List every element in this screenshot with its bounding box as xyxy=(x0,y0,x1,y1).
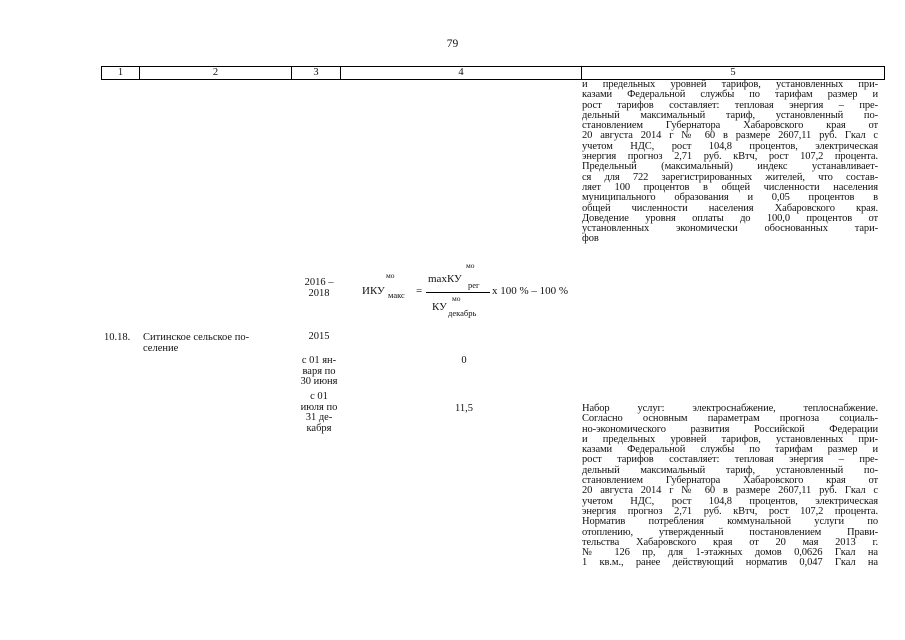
period-line: с 01 xyxy=(310,391,328,402)
period-first-half xyxy=(289,356,349,388)
text-line: дельный максимальный тариф, установленный по- xyxy=(582,464,878,476)
period-line: кабря xyxy=(306,422,332,434)
text-line: но-экономического развития Российской Федерации xyxy=(582,423,878,435)
table-header-row xyxy=(101,66,885,80)
text-line: учетом НДС, рост 104,8 процентов, электрическая xyxy=(582,495,878,507)
index-value-second-half: 11,5 xyxy=(455,403,473,414)
text-line: энергия прогноз 2,71 руб. кВтч, рост 107,2 процента. xyxy=(582,151,878,163)
text-line: установленных экономически обоснованных тари- xyxy=(582,223,878,235)
description-block-1 xyxy=(582,80,878,245)
period-year: 2015 xyxy=(308,331,330,342)
index-value-first-half: 0 xyxy=(461,355,467,366)
formula-equals: = xyxy=(416,285,423,297)
formula-lhs: ИКУ xyxy=(362,285,385,297)
header-col-2: 2 xyxy=(140,67,292,79)
period-line: 30 июня xyxy=(300,376,338,387)
text-line: рост тарифов составляет: тепловая энергия – пре- xyxy=(582,454,878,466)
header-col-3: 3 xyxy=(292,67,341,79)
text-line: казами Федеральной службы по тарифам размер и xyxy=(582,89,878,101)
header-col-1: 1 xyxy=(102,67,140,79)
text-line: Набор услуг: электроснабжение, теплоснабжение. xyxy=(582,403,878,414)
text-line: Предельный (максимальный) индекс устанавливает- xyxy=(582,161,878,173)
header-col-5: 5 xyxy=(730,67,736,78)
formula-denominator: КУ xyxy=(432,301,447,313)
settlement-line: селение xyxy=(143,342,179,354)
formula-num-sub: рег xyxy=(468,280,480,290)
text-line: и предельных уровней тарифов, установленных при- xyxy=(582,79,878,90)
text-line: дельный максимальный тариф, установленный по- xyxy=(582,109,878,121)
period-line: с 01 ян- xyxy=(301,355,337,366)
text-line: Доведение уровня оплаты до 100,0 процентов от xyxy=(582,212,878,224)
row-number: 10.18. xyxy=(104,332,131,343)
formula-lhs-sup: мо xyxy=(386,271,395,280)
formula-num-sup: мо xyxy=(466,261,475,270)
page-number: 79 xyxy=(446,38,459,50)
period-line: 2018 xyxy=(308,287,330,299)
text-line: фов xyxy=(582,233,599,245)
description-block-2 xyxy=(582,404,878,569)
index-formula xyxy=(360,258,580,328)
text-line: учетом НДС, рост 104,8 процентов, электрическая xyxy=(582,140,878,152)
text-line: общей численности населения Хабаровского края. xyxy=(582,202,878,214)
period-second-half xyxy=(289,392,349,434)
header-col-4: 4 xyxy=(341,67,582,79)
formula-numerator: maxКУ xyxy=(428,273,462,285)
text-line: становлением Губернатора Хабаровского края от xyxy=(582,475,878,487)
settlement-line: Ситинское сельское по- xyxy=(143,332,250,343)
text-line: тельства Хабаровского края от 20 мая 2013 г. xyxy=(582,536,878,548)
period-line: июля по xyxy=(300,401,338,413)
text-line: становлением Губернатора Хабаровского края от xyxy=(582,120,878,132)
text-line: ся для 722 зарегистрированных жителей, что состав- xyxy=(582,171,878,183)
period-2016-2018 xyxy=(289,278,349,299)
settlement-name xyxy=(143,333,283,354)
formula-tail: x 100 % – 100 % xyxy=(492,285,569,297)
formula-den-sup: мо xyxy=(452,294,461,303)
text-line: № 126 пр, для 1-этажных домов 0,0626 Гкал на xyxy=(582,547,878,559)
text-line: 20 августа 2014 г № 60 в размере 2607,11 руб. Гкал с xyxy=(582,485,878,497)
text-line: энергия прогноз 2,71 руб. кВтч, рост 107,2 процента. xyxy=(582,505,878,517)
text-line: и предельных уровней тарифов, установленных при- xyxy=(582,433,878,445)
text-line: отоплению, утвержденный постановлением Прави- xyxy=(582,526,878,538)
text-line: 20 августа 2014 г № 60 в размере 2607,11 руб. Гкал с xyxy=(582,130,878,142)
text-line: рост тарифов составляет: тепловая энергия – пре- xyxy=(582,99,878,111)
period-line: 31 де- xyxy=(305,412,333,423)
text-line: Согласно основным параметрам прогноза социаль- xyxy=(582,413,878,425)
period-line: варя по xyxy=(302,365,336,377)
text-line: казами Федеральной службы по тарифам размер и xyxy=(582,444,878,456)
text-line: Норматив потребления коммунальной услуги по xyxy=(582,516,878,528)
text-line: муниципального образования и 0,05 процентов в xyxy=(582,192,878,204)
formula-lhs-sub: макс xyxy=(388,290,405,300)
text-line: 1 кв.м., ранее действующий норматив 0,047 Гкал на xyxy=(582,557,878,569)
text-line: ляет 100 процентов в общей численности населения xyxy=(582,181,878,193)
formula-den-sub: декабрь xyxy=(448,308,477,318)
period-line: 2016 – xyxy=(304,277,334,288)
